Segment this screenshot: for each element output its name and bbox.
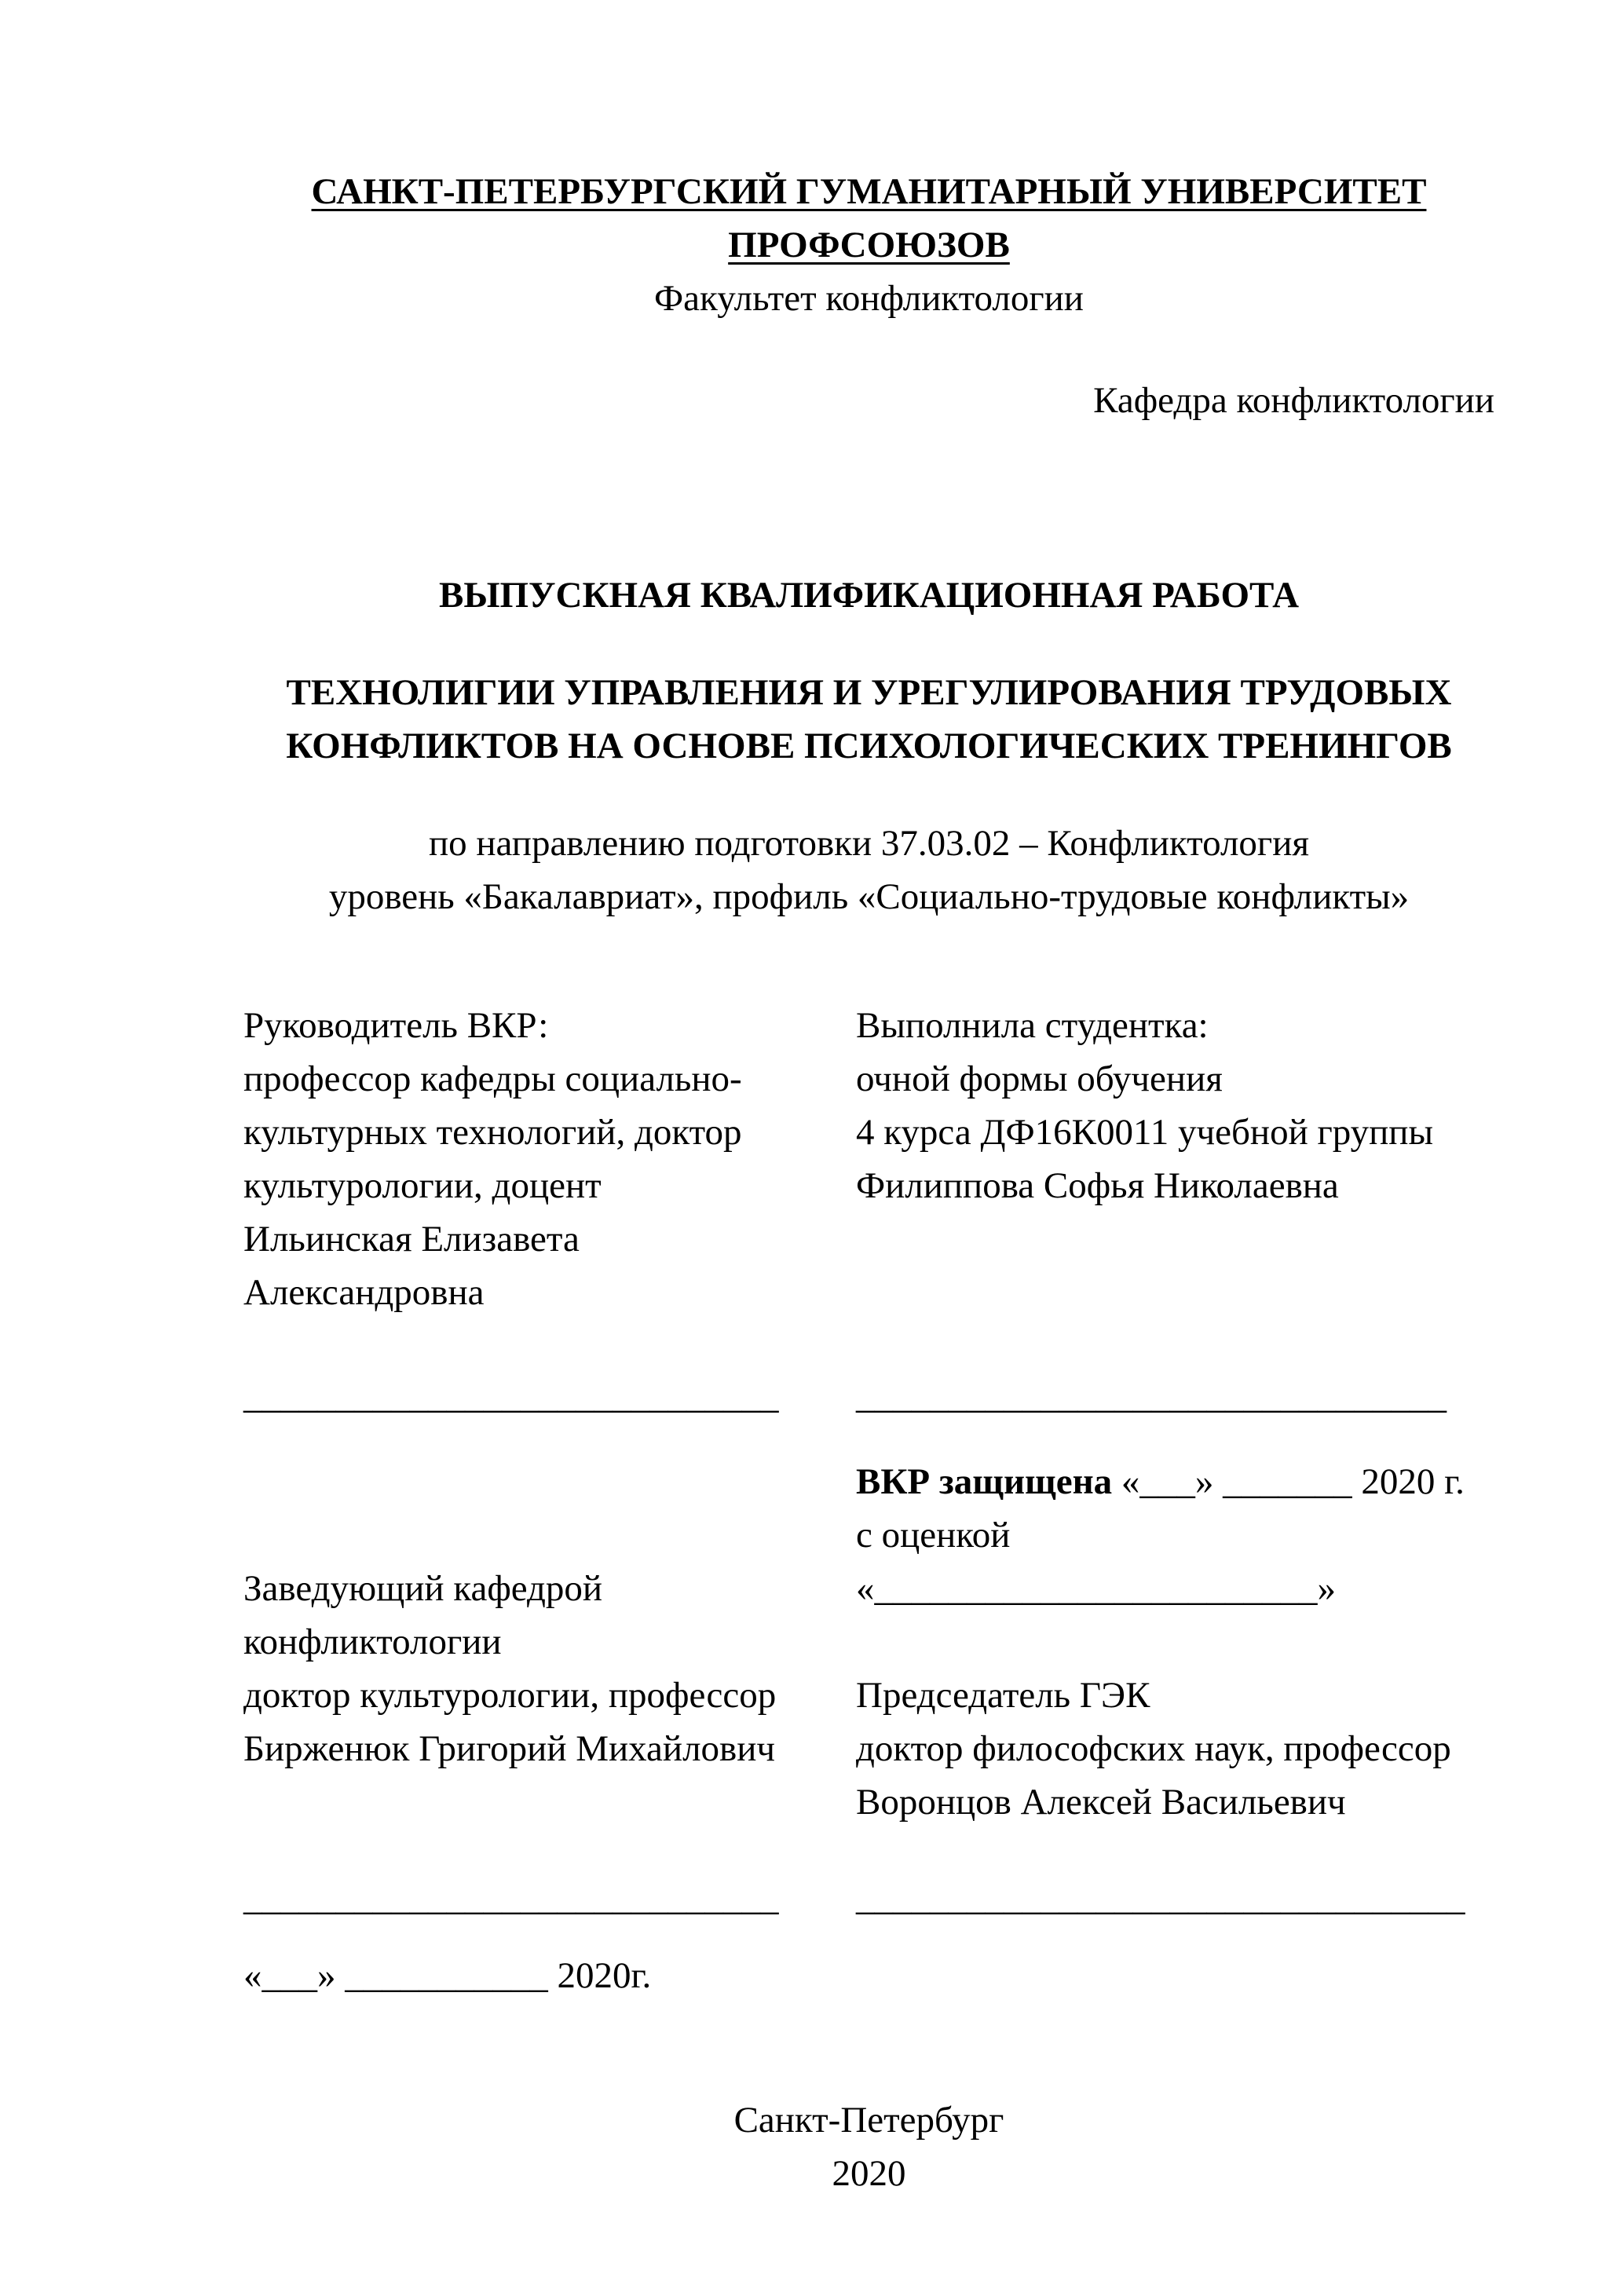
head-of-department-line: конфликтологии xyxy=(243,1621,502,1662)
head-of-department-line: доктор культурологии, профессор xyxy=(243,1675,777,1716)
supervisor-student-block xyxy=(243,999,1494,1319)
supervisor-signature-line: _____________________________ xyxy=(243,1376,779,1417)
supervisor-line: культурологии, доцент xyxy=(243,1165,602,1206)
head-of-department-signature-line: _____________________________ xyxy=(243,1877,779,1918)
supervisor-block xyxy=(243,999,785,1319)
thesis-title xyxy=(243,666,1494,773)
supervisor-line: культурных технологий, доктор xyxy=(243,1112,742,1153)
program-level-line: уровень «Бакалавриат», профиль «Социально-трудовые конфликты» xyxy=(328,876,1410,917)
committee-chair-line: доктор философских наук, профессор xyxy=(856,1728,1451,1769)
thesis-title-line-1: ТЕХНОЛИГИИ УПРАВЛЕНИЯ И УРЕГУЛИРОВАНИЯ ТРУДОВЫХ xyxy=(286,672,1452,713)
defense-status-label: ВКР защищена xyxy=(856,1461,1113,1502)
defense-status-line xyxy=(856,1455,1494,1508)
committee-chair-signature-line: _________________________________ xyxy=(856,1877,1465,1918)
department-name: Кафедра конфликтологии xyxy=(1093,380,1494,421)
supervisor-line: профессор кафедры социально- xyxy=(243,1058,742,1099)
student-name-line: Филиппова Софья Николаевна xyxy=(856,1165,1339,1206)
date-line: «___» ___________ 2020г. xyxy=(243,1955,652,1996)
thesis-title-line-2: КОНФЛИКТОВ НА ОСНОВЕ ПСИХОЛОГИЧЕСКИХ ТРЕНИНГОВ xyxy=(286,726,1452,766)
faculty-name: Факультет конфликтологии xyxy=(654,278,1084,319)
supervisor-name-line: Ильинская Елизавета xyxy=(243,1219,580,1260)
officials-block xyxy=(243,1455,1494,1829)
signature-row-2 xyxy=(243,1871,1494,1925)
program-info xyxy=(243,817,1494,923)
head-of-department-line: Заведующий кафедрой xyxy=(243,1568,603,1609)
committee-chair-name: Воронцов Алексей Васильевич xyxy=(856,1782,1346,1823)
student-line: очной формы обучения xyxy=(856,1058,1223,1099)
defense-and-chair-block xyxy=(856,1455,1494,1829)
grade-line: с оценкой «________________________» xyxy=(856,1515,1336,1609)
signature-row-1 xyxy=(243,1369,1494,1423)
defense-status-blanks: «___» _______ 2020 г. xyxy=(1112,1461,1465,1502)
student-signature-line: ________________________________ xyxy=(856,1376,1447,1417)
student-label: Выполнила студентка: xyxy=(856,1005,1209,1046)
student-line: 4 курса ДФ16К0011 учебной группы xyxy=(856,1112,1434,1153)
supervisor-label: Руководитель ВКР: xyxy=(243,1005,549,1046)
footer-city: Санкт-Петербург xyxy=(733,2100,1004,2141)
student-block xyxy=(856,999,1494,1319)
program-direction-line: по направлению подготовки 37.03.02 – Конфликтология xyxy=(429,823,1309,864)
university-name: САНКТ-ПЕТЕРБУРГСКИЙ ГУМАНИТАРНЫЙ УНИВЕРСИТЕТ ПРОФСОЮЗОВ xyxy=(311,171,1427,265)
head-of-department-block xyxy=(243,1455,785,1829)
footer-year: 2020 xyxy=(832,2153,906,2194)
work-type-heading: ВЫПУСКНАЯ КВАЛИФИКАЦИОННАЯ РАБОТА xyxy=(438,575,1300,616)
supervisor-name-line: Александровна xyxy=(243,1272,485,1313)
head-of-department-name: Бирженюк Григорий Михайлович xyxy=(243,1728,776,1769)
committee-chair-line: Председатель ГЭК xyxy=(856,1675,1150,1716)
